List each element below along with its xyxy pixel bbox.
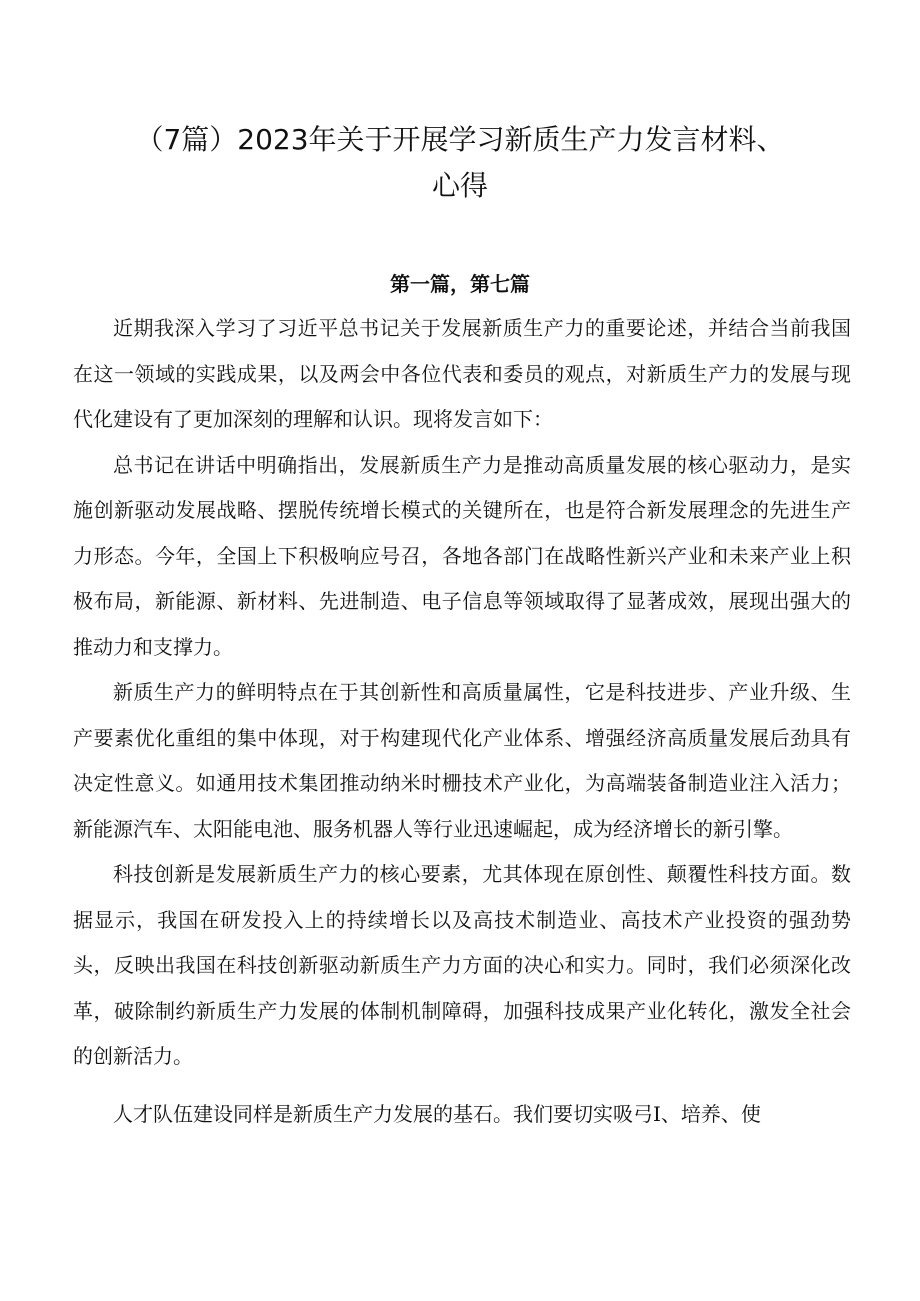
document-title [70, 117, 850, 209]
section-heading: 第一篇，第七篇 [390, 272, 530, 296]
body-paragraph-1: 近期我深入学习了习近平总书记关于发展新质生产力的重要论述，并结合当前我国在这一领域的实践成果，以及两会中各位代表和委员的观点，对新质生产力的发展与现代化建设有了更加深刻的理解和认识。现将发言如下： [73, 316, 851, 431]
document-title-line-1: （7篇）2023年关于开展学习新质生产力发言材料、 [135, 123, 785, 156]
body-paragraph-2: 总书记在讲话中明确指出，发展新质生产力是推动高质量发展的核心驱动力，是实施创新驱动发展战略、摆脱传统增长模式的关键所在，也是符合新发展理念的先进生产力形态。今年，全国上下积极响应号召，各地各部门在战略性新兴产业和未来产业上积极布局，新能源、新材料、先进制造、电子信息等领域取得了显著成效，展现出强大的推动力和支撑力。 [73, 452, 851, 659]
body-paragraph-3: 新质生产力的鲜明特点在于其创新性和高质量属性，它是科技进步、产业升级、生产要素优化重组的集中体现，对于构建现代化产业体系、增强经济高质量发展后劲具有决定性意义。如通用技术集团推动纳米时栅技术产业化，为高端装备制造业注入活力；新能源汽车、太阳能电池、服务机器人等行业迅速崛起，成为经济增长的新引擎。 [73, 680, 851, 841]
body-paragraph-5: 人才队伍建设同样是新质生产力发展的基石。我们要切实吸弓I、培养、使 [113, 1101, 761, 1126]
document-body [73, 306, 851, 1137]
body-paragraph-4: 科技创新是发展新质生产力的核心要素，尤其体现在原创性、颠覆性科技方面。数据显示，我国在研发投入上的持续增长以及高技术制造业、高技术产业投资的强劲势头，反映出我国在科技创新驱动新质生产力方面的决心和实力。同时，我们必须深化改革，破除制约新质生产力发展的体制机制障碍，加强科技成果产业化转化，激发全社会的创新活力。 [73, 862, 851, 1068]
document-title-line-2: 心得 [431, 169, 488, 202]
